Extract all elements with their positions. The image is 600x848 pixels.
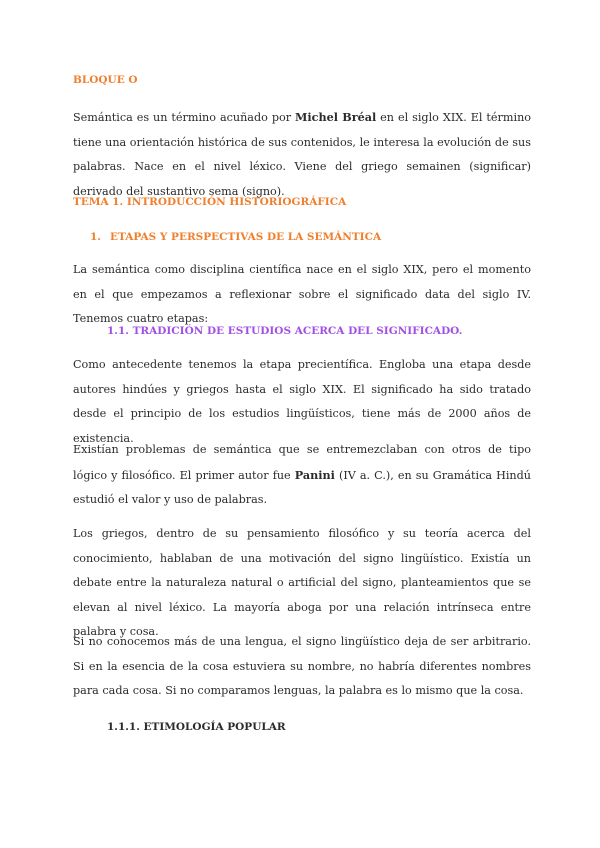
section-title: ETAPAS Y PERSPECTIVAS DE LA SEMÁNTICA — [110, 231, 382, 243]
problemas-text-1: Existían problemas de semántica que se entremezclaban con otros de tipo lógico y filosófico. El primer autor fue — [73, 443, 531, 482]
subsection-title: TRADICIÓN DE ESTUDIOS ACERCA DEL SIGNIFICADO. — [132, 325, 463, 337]
tema-title: TEMA 1. INTRODUCCIÓN HISTORIOGRÁFICA — [73, 196, 347, 208]
subsubsection-number: 1.1.1. — [107, 721, 140, 733]
problemas-bold-author: Panini — [294, 467, 335, 482]
intro-text-2: en el siglo XIX. El término tiene una orientación histórica de sus contenidos, le interesa la evolución de sus palabras. Nace en el nivel léxico. Viene del griego semainen (significar) derivado del sustantivo sema (signo). — [73, 111, 532, 198]
subsection-heading — [107, 319, 565, 344]
lengua-text: Si no conocemos más de una lengua, el signo lingüístico deja de ser arbitrario. Si en la esencia de la cosa estuviera su nombre, no habría diferentes nombres para cada cosa. Si no comparamos lenguas, la palabra es lo mismo que la cosa. — [73, 635, 531, 697]
problemas-paragraph — [73, 438, 531, 513]
tema-heading — [73, 190, 531, 215]
problemas-text-2: (IV a. C.), en su Gramática Hindú estudió el valor y uso de palabras. — [73, 468, 531, 506]
block-title: BLOQUE O — [73, 74, 138, 86]
subsubsection-title: ETIMOLOGÍA POPULAR — [143, 721, 286, 733]
lengua-paragraph — [73, 630, 531, 704]
intro-text-1: Semántica es un término acuñado por — [73, 111, 296, 124]
section-number: 1. — [90, 231, 101, 243]
griegos-paragraph — [73, 522, 531, 645]
etapas-text: La semántica como disciplina científica nace en el siglo XIX, pero el momento en el que empezamos a reflexionar sobre el significado data del siglo IV. Tenemos cuatro etapas: — [73, 263, 531, 325]
griegos-text: Los griegos, dentro de su pensamiento filosófico y su teoría acerca del conocimiento, hablaban de una motivación del signo lingüístico. Existía un debate entre la naturaleza natural o artificial del signo, planteamientos que se elevan al nivel léxico. La mayoría aboga por una relación intrínseca entre palabra y cosa. — [73, 527, 531, 638]
antecedente-text: Como antecedente tenemos la etapa precientífica. Engloba una etapa desde autores hindúes y griegos hasta el siglo XIX. El significado ha sido tratado desde el principio de los estudios lingüísticos, tiene más de 2000 años de existencia. — [73, 358, 531, 445]
antecedente-paragraph — [73, 353, 531, 451]
block-heading — [73, 68, 531, 93]
subsubsection-heading — [107, 715, 565, 740]
subsection-number: 1.1. — [107, 325, 129, 337]
section-heading — [90, 225, 548, 250]
intro-bold-author: Michel Bréal — [295, 110, 377, 124]
